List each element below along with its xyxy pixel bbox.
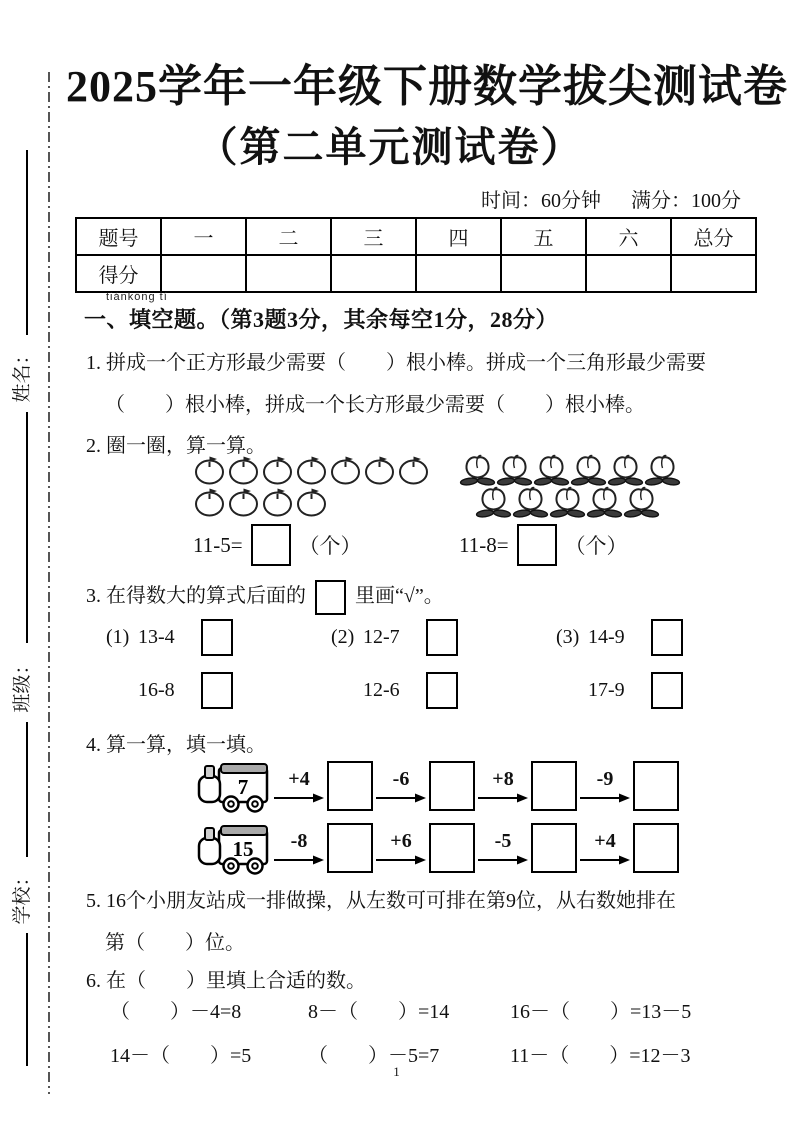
score-table-score-row (76, 255, 756, 292)
operation-label: +6 (390, 829, 412, 852)
peach-icon[interactable] (570, 453, 607, 486)
peach-row (475, 485, 681, 517)
equation: 11－（ ）=12－3 (510, 1045, 691, 1067)
peach-icon[interactable] (475, 485, 512, 518)
pinyin-annotation: tiánkōng tí (106, 291, 168, 303)
q3-item (556, 617, 781, 723)
apple-icon[interactable] (397, 453, 431, 485)
score-cell[interactable] (246, 255, 331, 292)
question-3-text-after: 里画“√”。 (355, 585, 444, 607)
equation: 8－（ ）=14 (308, 1001, 450, 1023)
operation-arrow (376, 769, 426, 804)
school-blank-line[interactable] (26, 722, 28, 857)
apple-icon[interactable] (329, 453, 363, 485)
q3-expression-row (331, 670, 556, 710)
peach-icon[interactable] (496, 453, 533, 486)
answer-box[interactable] (251, 524, 291, 566)
expression: 17-9 (588, 678, 625, 701)
question-4-chains (193, 757, 679, 881)
answer-box[interactable] (517, 524, 557, 566)
score-cell[interactable] (161, 255, 246, 292)
apple-icon[interactable] (261, 485, 295, 517)
equation: （ ）－5=7 (308, 1045, 440, 1067)
q3-item (331, 617, 556, 723)
score-cell[interactable] (586, 255, 671, 292)
header-cell: 六 (586, 218, 671, 255)
train-start-number: 15 (232, 837, 254, 861)
answer-box[interactable] (327, 823, 373, 873)
answer-box[interactable] (531, 761, 577, 811)
paper-subtitle: （第二单元测试卷） (196, 124, 584, 170)
example-check-box (315, 580, 346, 615)
check-box[interactable] (651, 672, 683, 709)
name-blank-line[interactable] (26, 150, 28, 335)
arrow-icon (376, 854, 426, 866)
operation-arrow (478, 831, 528, 866)
answer-box[interactable] (429, 761, 475, 811)
operation-arrow (580, 769, 630, 804)
question-6-title: 6. 在（ ）里填上合适的数。 (86, 970, 366, 992)
operation-arrow (274, 831, 324, 866)
school-blank-line-2[interactable] (26, 933, 28, 1066)
score-cell[interactable] (331, 255, 416, 292)
equation-text: 11-5= (193, 532, 243, 557)
question-1 (86, 342, 706, 426)
equation-text: 11-8= (459, 532, 509, 557)
peach-icon[interactable] (512, 485, 549, 518)
operation-label: +8 (492, 767, 514, 790)
question-3-text-before: 3. 在得数大的算式后面的 (86, 585, 306, 607)
arrow-icon (478, 854, 528, 866)
header-cell: 五 (501, 218, 586, 255)
arrow-icon (478, 792, 528, 804)
header-cell: 四 (416, 218, 501, 255)
peach-icon[interactable] (459, 453, 496, 486)
peach-row (459, 453, 681, 485)
answer-box[interactable] (429, 823, 475, 873)
class-label: 班级： (12, 655, 33, 713)
answer-box[interactable] (531, 823, 577, 873)
equation: 16－（ ）=13－5 (510, 1001, 692, 1023)
answer-box[interactable] (633, 823, 679, 873)
score-row-label: 得分 (76, 255, 161, 292)
question-5 (86, 880, 676, 964)
score-cell[interactable] (416, 255, 501, 292)
fruit-equation (459, 524, 681, 566)
calculation-chain (193, 757, 679, 815)
section-1-title: 一、填空题。（第3题3分，其余每空1分，28分） (84, 307, 559, 332)
score-cell[interactable] (501, 255, 586, 292)
operation-arrow (274, 769, 324, 804)
q3-expression-row (106, 670, 331, 710)
item-number: (1) (106, 625, 130, 648)
q3-expression-row (556, 617, 781, 657)
score-table (75, 217, 757, 293)
expression: 12-7 (363, 625, 400, 648)
train-start-number: 7 (237, 775, 249, 799)
arrow-icon (274, 792, 324, 804)
score-table-header-row (76, 218, 756, 255)
paper-title: 2025学年一年级下册数学拔尖测试卷 (66, 62, 788, 111)
arrow-icon (580, 854, 630, 866)
peach-icon[interactable] (533, 453, 570, 486)
question-2-fruit-groups (193, 453, 681, 566)
expression: 12-6 (363, 678, 400, 701)
operation-label: -8 (290, 829, 308, 852)
q3-expression-row (556, 670, 781, 710)
arrow-icon (580, 792, 630, 804)
apple-icon[interactable] (261, 453, 295, 485)
q3-expression-row (106, 617, 331, 657)
apple-icon[interactable] (227, 485, 261, 517)
apple-group (193, 453, 431, 566)
class-blank-line[interactable] (26, 412, 28, 643)
peach-group (459, 453, 681, 566)
arrow-icon (274, 854, 324, 866)
q3-expression-row (331, 617, 556, 657)
question-1-line2: （ ）根小棒，拼成一个长方形最少需要（ ）根小棒。 (105, 394, 645, 416)
apple-icon[interactable] (295, 485, 329, 517)
page-number: 1 (393, 1064, 400, 1079)
peach-icon[interactable] (549, 485, 586, 518)
operation-arrow (478, 769, 528, 804)
item-number: (2) (331, 625, 355, 648)
time-limit: 时间：60分钟 (481, 190, 601, 212)
apple-row (193, 453, 431, 485)
check-box[interactable] (651, 619, 683, 656)
apple-icon[interactable] (193, 453, 227, 485)
operation-label: -9 (596, 767, 614, 790)
score-cell[interactable] (671, 255, 756, 292)
expression: 13-4 (138, 625, 175, 648)
unit-text: （个） (298, 534, 362, 558)
operation-label: -5 (494, 829, 512, 852)
apple-row (193, 485, 431, 517)
equation-row (110, 995, 691, 1024)
question-4-title: 4. 算一算，填一填。 (86, 734, 266, 756)
item-number: (3) (556, 625, 580, 648)
name-label: 姓名： (12, 345, 33, 403)
time-score-info (85, 184, 741, 213)
peach-icon[interactable] (586, 485, 623, 518)
operation-label: -6 (392, 767, 410, 790)
full-score: 满分：100分 (631, 190, 741, 212)
question-3-items (106, 617, 781, 723)
check-box[interactable] (426, 619, 458, 656)
school-label: 学校： (12, 867, 33, 925)
equation: （ ）－4=8 (110, 1001, 242, 1023)
header-cell: 二 (246, 218, 331, 255)
section-1-heading (84, 291, 558, 334)
question-1-line1: 1. 拼成一个正方形最少需要（ ）根小棒。拼成一个三角形最少需要 (86, 352, 706, 374)
header-cell: 总分 (671, 218, 756, 255)
question-2-title: 2. 圈一圈，算一算。 (86, 435, 266, 457)
question-3-title (86, 575, 444, 617)
apple-icon[interactable] (193, 485, 227, 517)
calculation-chain (193, 819, 679, 877)
arrow-icon (376, 792, 426, 804)
header-cell: 题号 (76, 218, 161, 255)
question-5-line2: 第（ ）位。 (105, 932, 245, 954)
apple-icon[interactable] (363, 453, 397, 485)
check-box[interactable] (201, 672, 233, 709)
answer-box[interactable] (633, 761, 679, 811)
peach-icon[interactable] (644, 453, 681, 486)
check-box[interactable] (201, 619, 233, 656)
operation-arrow (376, 831, 426, 866)
operation-label: +4 (288, 767, 310, 790)
apple-icon[interactable] (227, 453, 261, 485)
apple-icon[interactable] (295, 453, 329, 485)
peach-icon[interactable] (623, 485, 660, 518)
expression: 14-9 (588, 625, 625, 648)
train-icon (193, 757, 271, 815)
operation-arrow (580, 831, 630, 866)
answer-box[interactable] (327, 761, 373, 811)
fold-dashed-line (48, 72, 50, 1094)
fruit-equation (193, 524, 431, 566)
question-5-line1: 5. 16个小朋友站成一排做操，从左数可可排在第9位，从右数她排在 (86, 890, 676, 912)
expression: 16-8 (138, 678, 175, 701)
train-icon (193, 819, 271, 877)
operation-label: +4 (594, 829, 616, 852)
peach-icon[interactable] (607, 453, 644, 486)
q3-item (106, 617, 331, 723)
check-box[interactable] (426, 672, 458, 709)
header-cell: 一 (161, 218, 246, 255)
header-cell: 三 (331, 218, 416, 255)
equation: 14－（ ）=5 (110, 1045, 252, 1067)
unit-text: （个） (564, 534, 628, 558)
